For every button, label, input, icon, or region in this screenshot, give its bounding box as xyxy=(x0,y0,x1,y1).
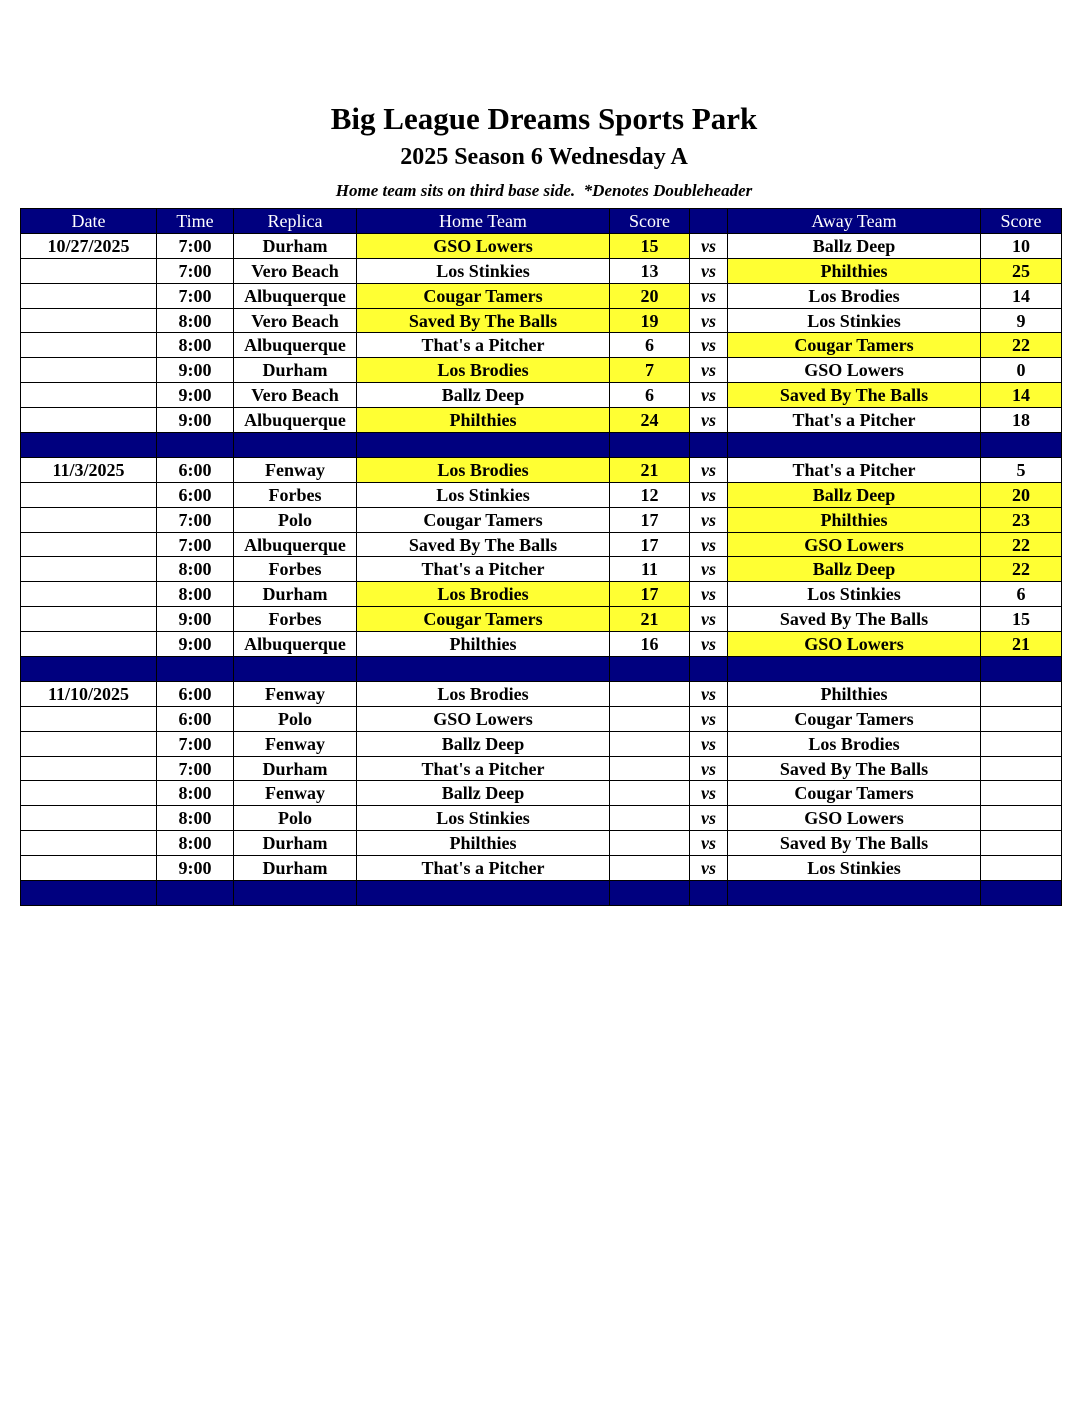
game-time: 8:00 xyxy=(157,806,234,831)
home-score xyxy=(610,831,690,856)
game-time: 6:00 xyxy=(157,482,234,507)
header-date: Date xyxy=(21,209,157,234)
week-separator-row xyxy=(21,881,1062,906)
versus-label: vs xyxy=(690,856,728,881)
home-score: 6 xyxy=(610,383,690,408)
away-team: Ballz Deep xyxy=(728,482,981,507)
away-score: 23 xyxy=(981,507,1062,532)
away-score: 5 xyxy=(981,457,1062,482)
game-row xyxy=(21,557,1062,582)
game-row xyxy=(21,308,1062,333)
away-score xyxy=(981,831,1062,856)
separator-cell xyxy=(157,433,234,458)
home-score: 17 xyxy=(610,532,690,557)
home-team: Cougar Tamers xyxy=(357,607,610,632)
away-team: Los Brodies xyxy=(728,283,981,308)
game-replica: Durham xyxy=(234,358,357,383)
separator-cell xyxy=(610,881,690,906)
home-team: Los Stinkies xyxy=(357,806,610,831)
away-score: 9 xyxy=(981,308,1062,333)
game-date xyxy=(21,806,157,831)
home-team: GSO Lowers xyxy=(357,233,610,258)
game-replica: Albuquerque xyxy=(234,632,357,657)
game-row xyxy=(21,806,1062,831)
separator-cell xyxy=(690,433,728,458)
away-score xyxy=(981,756,1062,781)
header-away-score: Score xyxy=(981,209,1062,234)
game-replica: Fenway xyxy=(234,457,357,482)
game-time: 6:00 xyxy=(157,681,234,706)
home-score xyxy=(610,806,690,831)
home-team: That's a Pitcher xyxy=(357,333,610,358)
home-score: 12 xyxy=(610,482,690,507)
game-time: 7:00 xyxy=(157,283,234,308)
game-time: 6:00 xyxy=(157,706,234,731)
versus-label: vs xyxy=(690,731,728,756)
game-date xyxy=(21,408,157,433)
separator-cell xyxy=(157,657,234,682)
game-replica: Fenway xyxy=(234,731,357,756)
game-time: 9:00 xyxy=(157,383,234,408)
versus-label: vs xyxy=(690,632,728,657)
header-away-team: Away Team xyxy=(728,209,981,234)
away-score: 22 xyxy=(981,557,1062,582)
game-date xyxy=(21,482,157,507)
home-score xyxy=(610,756,690,781)
game-date xyxy=(21,383,157,408)
separator-cell xyxy=(728,657,981,682)
game-date: 11/3/2025 xyxy=(21,457,157,482)
away-score xyxy=(981,706,1062,731)
away-team: GSO Lowers xyxy=(728,358,981,383)
game-time: 8:00 xyxy=(157,781,234,806)
game-replica: Vero Beach xyxy=(234,308,357,333)
home-team: Los Brodies xyxy=(357,457,610,482)
away-score: 25 xyxy=(981,258,1062,283)
header-home-team: Home Team xyxy=(357,209,610,234)
game-row xyxy=(21,532,1062,557)
home-score xyxy=(610,731,690,756)
week-separator-row xyxy=(21,657,1062,682)
header-row xyxy=(21,209,1062,234)
home-score: 16 xyxy=(610,632,690,657)
game-row xyxy=(21,507,1062,532)
away-team: That's a Pitcher xyxy=(728,457,981,482)
versus-label: vs xyxy=(690,408,728,433)
game-row xyxy=(21,383,1062,408)
away-score: 15 xyxy=(981,607,1062,632)
away-score: 21 xyxy=(981,632,1062,657)
home-score: 6 xyxy=(610,333,690,358)
versus-label: vs xyxy=(690,706,728,731)
home-score: 20 xyxy=(610,283,690,308)
game-row xyxy=(21,258,1062,283)
away-score: 0 xyxy=(981,358,1062,383)
away-team: GSO Lowers xyxy=(728,806,981,831)
home-score: 19 xyxy=(610,308,690,333)
home-team: Philthies xyxy=(357,831,610,856)
away-team: Ballz Deep xyxy=(728,557,981,582)
versus-label: vs xyxy=(690,333,728,358)
home-team: GSO Lowers xyxy=(357,706,610,731)
home-team: Ballz Deep xyxy=(357,781,610,806)
game-date xyxy=(21,831,157,856)
away-team: Los Stinkies xyxy=(728,308,981,333)
home-score: 15 xyxy=(610,233,690,258)
game-row xyxy=(21,831,1062,856)
home-score: 7 xyxy=(610,358,690,383)
away-score xyxy=(981,806,1062,831)
game-row xyxy=(21,457,1062,482)
game-replica: Polo xyxy=(234,806,357,831)
game-time: 7:00 xyxy=(157,233,234,258)
home-score: 17 xyxy=(610,582,690,607)
away-team: Ballz Deep xyxy=(728,233,981,258)
away-score: 22 xyxy=(981,333,1062,358)
game-time: 8:00 xyxy=(157,582,234,607)
away-team: GSO Lowers xyxy=(728,632,981,657)
away-team: Los Stinkies xyxy=(728,856,981,881)
game-date xyxy=(21,856,157,881)
separator-cell xyxy=(728,433,981,458)
away-team: That's a Pitcher xyxy=(728,408,981,433)
home-score xyxy=(610,781,690,806)
versus-label: vs xyxy=(690,308,728,333)
game-date xyxy=(21,582,157,607)
game-replica: Durham xyxy=(234,756,357,781)
versus-label: vs xyxy=(690,806,728,831)
away-team: Cougar Tamers xyxy=(728,706,981,731)
home-team: That's a Pitcher xyxy=(357,756,610,781)
game-replica: Polo xyxy=(234,706,357,731)
separator-cell xyxy=(610,657,690,682)
away-score: 14 xyxy=(981,283,1062,308)
home-score xyxy=(610,706,690,731)
versus-label: vs xyxy=(690,756,728,781)
game-row xyxy=(21,856,1062,881)
game-replica: Fenway xyxy=(234,781,357,806)
separator-cell xyxy=(690,881,728,906)
home-team: That's a Pitcher xyxy=(357,856,610,881)
home-team: Los Brodies xyxy=(357,358,610,383)
home-score: 21 xyxy=(610,607,690,632)
home-team: Ballz Deep xyxy=(357,731,610,756)
game-replica: Durham xyxy=(234,233,357,258)
game-replica: Fenway xyxy=(234,681,357,706)
game-date xyxy=(21,358,157,383)
game-time: 9:00 xyxy=(157,607,234,632)
game-date xyxy=(21,557,157,582)
game-replica: Albuquerque xyxy=(234,532,357,557)
game-replica: Polo xyxy=(234,507,357,532)
versus-label: vs xyxy=(690,258,728,283)
game-row xyxy=(21,607,1062,632)
header-home-score: Score xyxy=(610,209,690,234)
versus-label: vs xyxy=(690,532,728,557)
game-date xyxy=(21,532,157,557)
home-team: Los Stinkies xyxy=(357,482,610,507)
game-row xyxy=(21,756,1062,781)
away-team: Philthies xyxy=(728,258,981,283)
header-replica: Replica xyxy=(234,209,357,234)
home-team: Cougar Tamers xyxy=(357,507,610,532)
home-team: Cougar Tamers xyxy=(357,283,610,308)
game-replica: Durham xyxy=(234,856,357,881)
home-score: 17 xyxy=(610,507,690,532)
game-time: 7:00 xyxy=(157,532,234,557)
away-score xyxy=(981,731,1062,756)
separator-cell xyxy=(981,433,1062,458)
away-score: 6 xyxy=(981,582,1062,607)
versus-label: vs xyxy=(690,233,728,258)
away-score xyxy=(981,781,1062,806)
separator-cell xyxy=(610,433,690,458)
home-score xyxy=(610,856,690,881)
game-replica: Forbes xyxy=(234,557,357,582)
versus-label: vs xyxy=(690,358,728,383)
game-row xyxy=(21,781,1062,806)
game-replica: Durham xyxy=(234,582,357,607)
game-date xyxy=(21,706,157,731)
game-time: 7:00 xyxy=(157,756,234,781)
versus-label: vs xyxy=(690,482,728,507)
separator-cell xyxy=(357,433,610,458)
away-score: 20 xyxy=(981,482,1062,507)
week-separator-row xyxy=(21,433,1062,458)
schedule-note: Home team sits on third base side. *Denotes Doubleheader xyxy=(335,181,753,200)
game-time: 7:00 xyxy=(157,258,234,283)
away-score: 10 xyxy=(981,233,1062,258)
game-time: 8:00 xyxy=(157,308,234,333)
header-time: Time xyxy=(157,209,234,234)
game-row xyxy=(21,482,1062,507)
home-score xyxy=(610,681,690,706)
versus-label: vs xyxy=(690,781,728,806)
away-team: Saved By The Balls xyxy=(728,831,981,856)
game-date xyxy=(21,308,157,333)
away-team: Saved By The Balls xyxy=(728,383,981,408)
game-time: 9:00 xyxy=(157,632,234,657)
away-team: Philthies xyxy=(728,681,981,706)
game-replica: Durham xyxy=(234,831,357,856)
game-replica: Albuquerque xyxy=(234,283,357,308)
game-replica: Vero Beach xyxy=(234,383,357,408)
home-team: Los Stinkies xyxy=(357,258,610,283)
page-title: Big League Dreams Sports Park xyxy=(330,101,758,136)
game-date xyxy=(21,731,157,756)
game-time: 9:00 xyxy=(157,358,234,383)
versus-label: vs xyxy=(690,283,728,308)
home-team: Ballz Deep xyxy=(357,383,610,408)
separator-cell xyxy=(234,433,357,458)
away-team: Philthies xyxy=(728,507,981,532)
game-replica: Vero Beach xyxy=(234,258,357,283)
game-date xyxy=(21,333,157,358)
separator-cell xyxy=(981,657,1062,682)
game-row xyxy=(21,408,1062,433)
game-row xyxy=(21,706,1062,731)
separator-cell xyxy=(21,881,157,906)
schedule-table xyxy=(20,208,1062,906)
home-score: 13 xyxy=(610,258,690,283)
game-row xyxy=(21,731,1062,756)
game-date: 11/10/2025 xyxy=(21,681,157,706)
separator-cell xyxy=(157,881,234,906)
versus-label: vs xyxy=(690,557,728,582)
game-date xyxy=(21,283,157,308)
game-time: 9:00 xyxy=(157,408,234,433)
home-team: Los Brodies xyxy=(357,582,610,607)
home-team: Saved By The Balls xyxy=(357,308,610,333)
away-team: Saved By The Balls xyxy=(728,756,981,781)
separator-cell xyxy=(357,881,610,906)
away-score: 14 xyxy=(981,383,1062,408)
game-row xyxy=(21,632,1062,657)
away-team: Los Stinkies xyxy=(728,582,981,607)
page-subtitle: 2025 Season 6 Wednesday A xyxy=(400,144,688,170)
game-date: 10/27/2025 xyxy=(21,233,157,258)
versus-label: vs xyxy=(690,831,728,856)
separator-cell xyxy=(21,433,157,458)
schedule-body xyxy=(21,233,1062,905)
home-score: 11 xyxy=(610,557,690,582)
game-replica: Forbes xyxy=(234,607,357,632)
away-score xyxy=(981,856,1062,881)
game-date xyxy=(21,756,157,781)
game-row xyxy=(21,681,1062,706)
game-time: 6:00 xyxy=(157,457,234,482)
game-row xyxy=(21,358,1062,383)
game-date xyxy=(21,258,157,283)
home-team: Philthies xyxy=(357,408,610,433)
separator-cell xyxy=(690,657,728,682)
away-score: 22 xyxy=(981,532,1062,557)
game-time: 8:00 xyxy=(157,333,234,358)
away-score xyxy=(981,681,1062,706)
game-date xyxy=(21,781,157,806)
home-score: 24 xyxy=(610,408,690,433)
away-team: Cougar Tamers xyxy=(728,333,981,358)
versus-label: vs xyxy=(690,582,728,607)
game-date xyxy=(21,607,157,632)
header-vs xyxy=(690,209,728,234)
game-time: 8:00 xyxy=(157,831,234,856)
game-row xyxy=(21,233,1062,258)
versus-label: vs xyxy=(690,681,728,706)
home-team: Philthies xyxy=(357,632,610,657)
versus-label: vs xyxy=(690,383,728,408)
separator-cell xyxy=(234,881,357,906)
game-replica: Albuquerque xyxy=(234,333,357,358)
versus-label: vs xyxy=(690,507,728,532)
away-team: GSO Lowers xyxy=(728,532,981,557)
home-team: Saved By The Balls xyxy=(357,532,610,557)
home-team: That's a Pitcher xyxy=(357,557,610,582)
versus-label: vs xyxy=(690,607,728,632)
game-date xyxy=(21,632,157,657)
away-team: Saved By The Balls xyxy=(728,607,981,632)
game-date xyxy=(21,507,157,532)
away-score: 18 xyxy=(981,408,1062,433)
game-time: 7:00 xyxy=(157,507,234,532)
separator-cell xyxy=(234,657,357,682)
away-team: Los Brodies xyxy=(728,731,981,756)
game-replica: Forbes xyxy=(234,482,357,507)
game-time: 8:00 xyxy=(157,557,234,582)
separator-cell xyxy=(981,881,1062,906)
home-team: Los Brodies xyxy=(357,681,610,706)
game-time: 7:00 xyxy=(157,731,234,756)
game-row xyxy=(21,283,1062,308)
game-time: 9:00 xyxy=(157,856,234,881)
game-row xyxy=(21,333,1062,358)
separator-cell xyxy=(21,657,157,682)
versus-label: vs xyxy=(690,457,728,482)
home-score: 21 xyxy=(610,457,690,482)
game-replica: Albuquerque xyxy=(234,408,357,433)
separator-cell xyxy=(728,881,981,906)
separator-cell xyxy=(357,657,610,682)
game-row xyxy=(21,582,1062,607)
away-team: Cougar Tamers xyxy=(728,781,981,806)
